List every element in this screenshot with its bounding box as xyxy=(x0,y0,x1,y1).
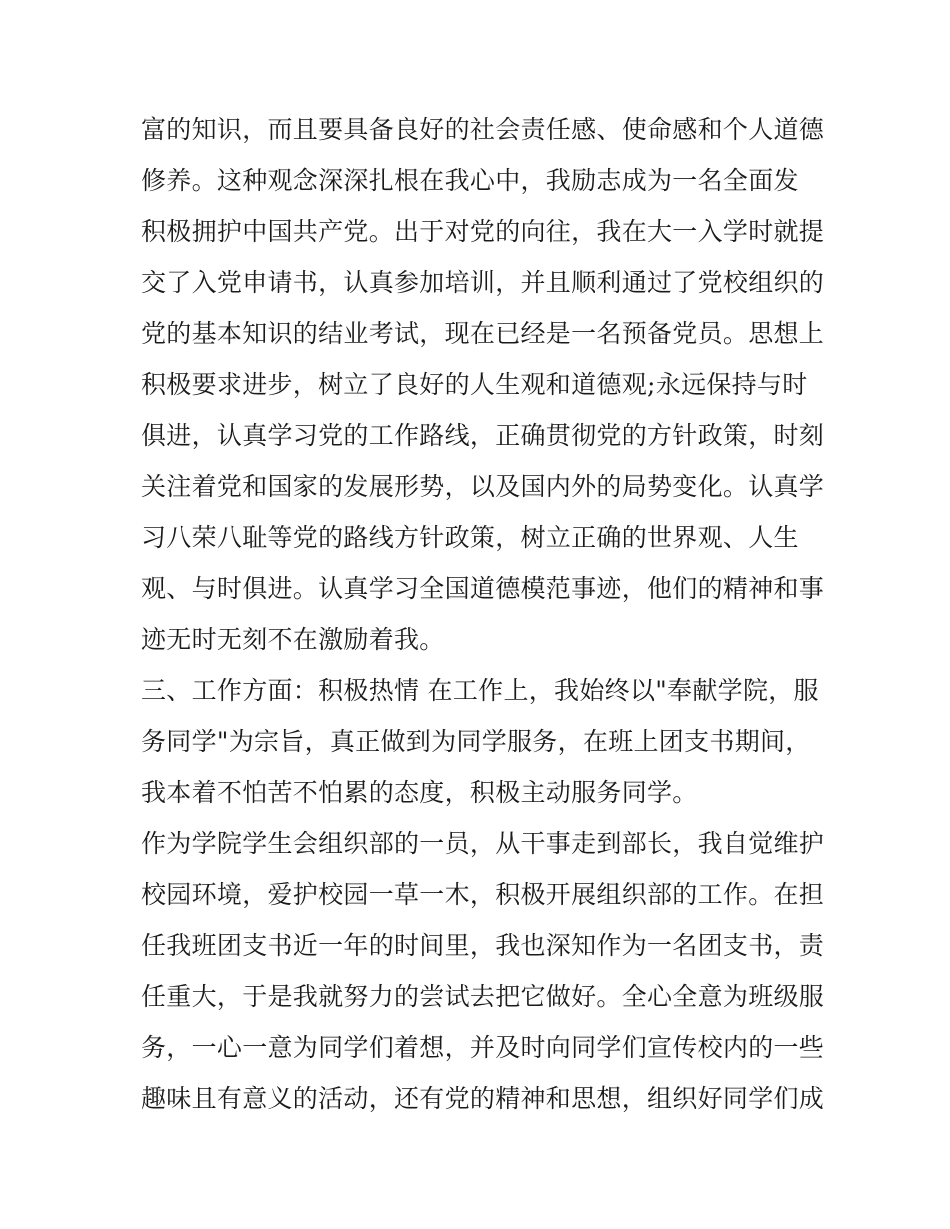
text-line: 迹无时无刻不在激励着我。 xyxy=(141,625,445,654)
text-line: 务，一心一意为同学们着想，并及时向同学们宣传校内的一些 xyxy=(141,1033,825,1062)
text-line: 观、与时俱进。认真学习全国道德模范事迹，他们的精神和事 xyxy=(141,574,825,603)
text-line: 党的基本知识的结业考试，现在已经是一名预备党员。思想上 xyxy=(141,319,825,348)
text-line: 三、工作方面：积极热情 在工作上，我始终以"奉献学院，服 xyxy=(141,676,819,705)
text-line: 修养。这种观念深深扎根在我心中，我励志成为一名全面发 xyxy=(141,166,799,195)
text-line: 关注着党和国家的发展形势，以及国内外的局势变化。认真学 xyxy=(141,472,825,501)
text-line: 务同学"为宗旨，真正做到为同学服务，在班上团支书期间， xyxy=(141,727,811,756)
text-line: 趣味且有意义的活动，还有党的精神和思想，组织好同学们成 xyxy=(141,1084,825,1113)
text-line: 习八荣八耻等党的路线方针政策，树立正确的世界观、人生 xyxy=(141,523,799,552)
text-line: 任我班团支书近一年的时间里，我也深知作为一名团支书，责 xyxy=(141,931,825,960)
text-line: 校园环境，爱护校园一草一木，积极开展组织部的工作。在担 xyxy=(141,880,825,909)
text-line: 交了入党申请书，认真参加培训，并且顺利通过了党校组织的 xyxy=(141,268,825,297)
text-line: 任重大，于是我就努力的尝试去把它做好。全心全意为班级服 xyxy=(141,982,825,1011)
body-text xyxy=(141,104,825,1124)
text-line: 作为学院学生会组织部的一员，从干事走到部长，我自觉维护 xyxy=(141,829,825,858)
text-line: 积极拥护中国共产党。出于对党的向往，我在大一入学时就提 xyxy=(141,217,825,246)
text-line: 积极要求进步，树立了良好的人生观和道德观;永远保持与时 xyxy=(141,370,808,399)
text-line: 俱进，认真学习党的工作路线，正确贯彻党的方针政策，时刻 xyxy=(141,421,825,450)
text-line: 富的知识，而且要具备良好的社会责任感、使命感和个人道德 xyxy=(141,115,825,144)
text-line: 我本着不怕苦不怕累的态度，积极主动服务同学。 xyxy=(141,778,698,807)
